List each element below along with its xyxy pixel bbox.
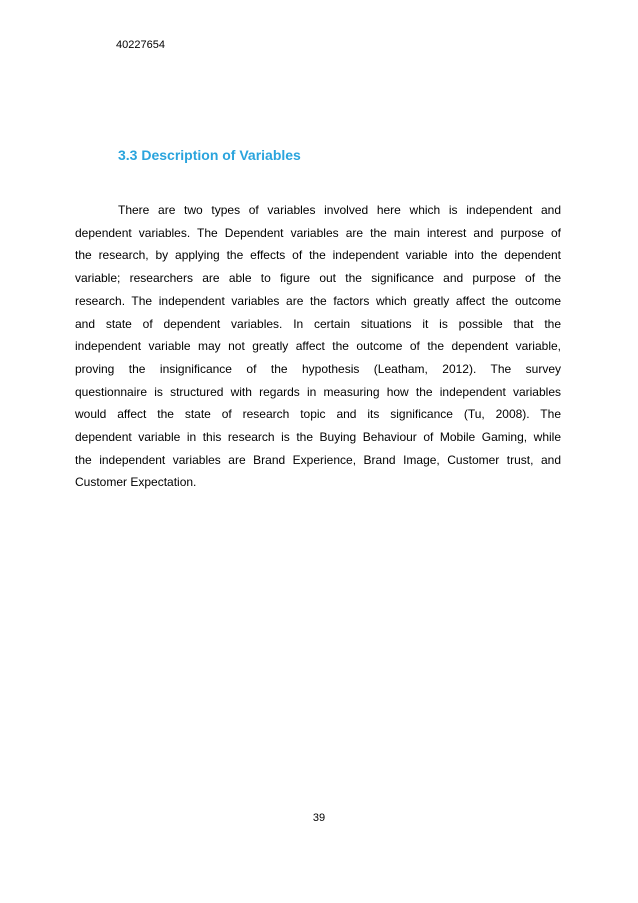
paragraph-line: questionnaire is structured with regards in measuring how the independent variables [75, 384, 561, 399]
paragraph-line: research. The independent variables are the factors which greatly affect the outcome [75, 293, 561, 308]
paragraph-line: independent variable may not greatly affect the outcome of the dependent variable, [75, 339, 561, 354]
page-number: 39 [312, 812, 326, 824]
section-heading: 3.3 Description of Variables [118, 147, 301, 163]
paragraph-line: would affect the state of research topic and its significance (Tu, 2008). The [75, 407, 561, 422]
paragraph-line: dependent variables. The Dependent variables are the main interest and purpose of [75, 225, 561, 240]
paragraph-line: the independent variables are Brand Experience, Brand Image, Customer trust, and [75, 452, 561, 467]
paragraph-line: the research, by applying the effects of the independent variable into the dependent [75, 248, 561, 263]
paragraph-line: variable; researchers are able to figure out the significance and purpose of the [75, 271, 561, 286]
paragraph-line: proving the insignificance of the hypothesis (Leatham, 2012). The survey [75, 361, 561, 376]
document-id: 40227654 [116, 39, 165, 51]
paragraph-line: and state of dependent variables. In certain situations it is possible that the [75, 316, 561, 331]
paragraph-line: There are two types of variables involved here which is independent and [118, 203, 561, 217]
body-paragraph [75, 199, 561, 494]
paragraph-line: dependent variable in this research is the Buying Behaviour of Mobile Gaming, while [75, 430, 561, 445]
paragraph-line: Customer Expectation. [75, 475, 197, 490]
